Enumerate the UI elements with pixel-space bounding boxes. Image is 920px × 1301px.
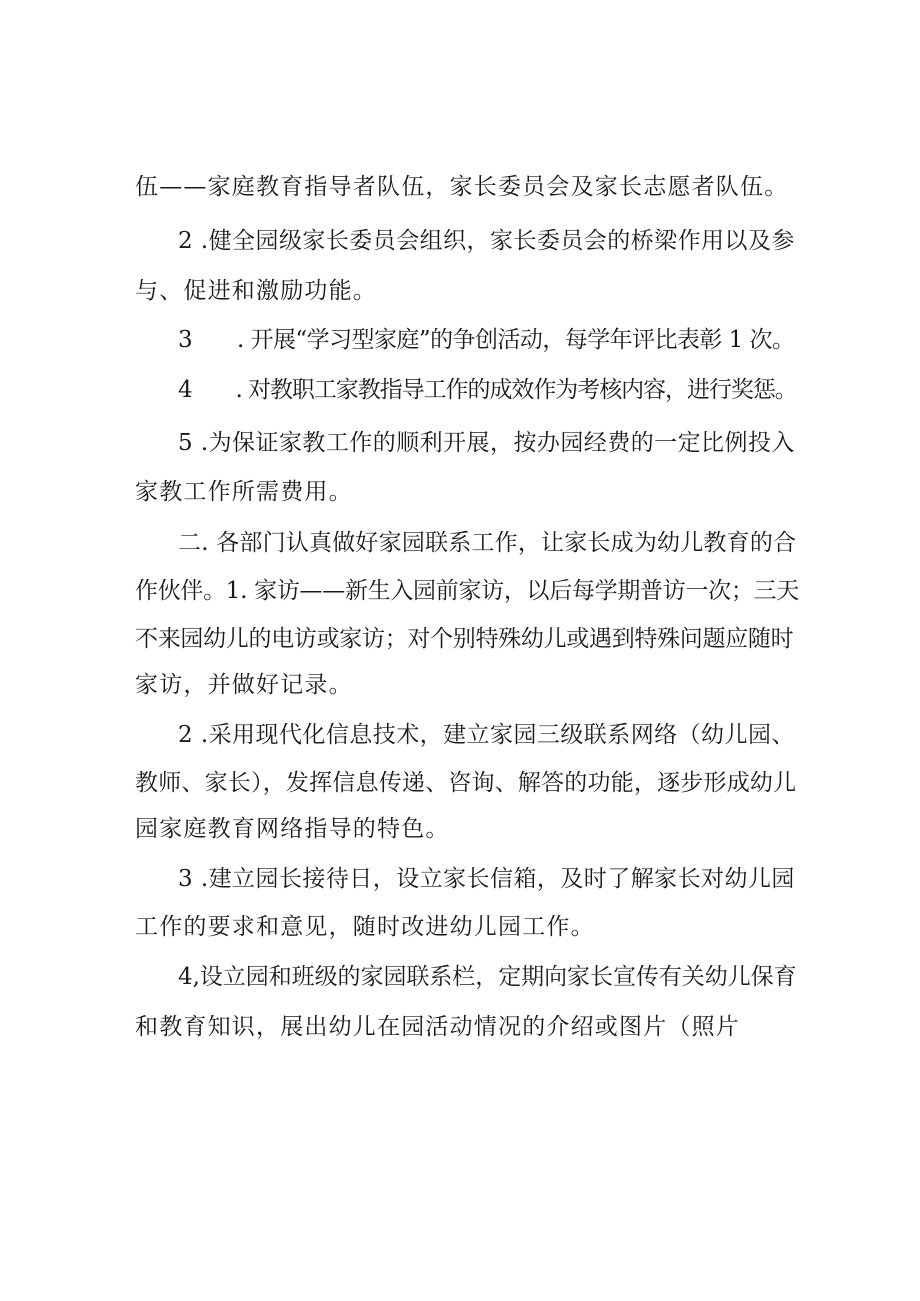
paragraph-line: 家访，并做好记录。 (135, 672, 353, 698)
paragraph-line: 与、促进和激励功能。 (135, 278, 377, 304)
paragraph-line: 3 .建立园长接待日，设立家长信箱，及时了解家长对幼儿园 (178, 866, 795, 892)
paragraph-line: 4,设立园和班级的家园联系栏，定期向家长宣传有关幼儿保育 (178, 964, 797, 990)
paragraph-line: 作伙伴。1. 家访——新生入园前家访，以后每学期普访一次；三天 (135, 578, 799, 604)
paragraph-line: 伍——家庭教育指导者队伍，家长委员会及家长志愿者队伍。 (135, 174, 789, 200)
paragraph-line: 不来园幼儿的电访或家访；对个别特殊幼儿或遇到特殊问题应随时 (135, 626, 794, 652)
paragraph-line: 家教工作所需费用。 (135, 479, 353, 505)
paragraph-line: 工作的要求和意见，随时改进幼儿园工作。 (135, 914, 595, 940)
paragraph-line: 园家庭教育网络指导的特色。 (135, 816, 450, 842)
paragraph-line: 2 .采用现代化信息技术，建立家园三级联系网络（幼儿园、 (178, 722, 795, 748)
paragraph-line: 二. 各部门认真做好家园联系工作，让家长成为幼儿教育的合 (178, 530, 797, 556)
paragraph-line: 5 .为保证家教工作的顺利开展，按办园经费的一定比例投入 (178, 430, 795, 456)
paragraph-line: 教师、家长），发挥信息传递、咨询、解答的功能，逐步形成幼儿 (135, 770, 797, 796)
paragraph-line: 和教育知识，展出幼儿在园活动情况的介绍或图片（照片 (135, 1014, 740, 1040)
paragraph-line: 3 . 开展“学习型家庭”的争创活动，每学年评比表彰 1 次。 (178, 327, 795, 353)
paragraph-line: 4 . 对教职工家教指导工作的成效作为考核内容，进行奖惩。 (178, 377, 797, 403)
paragraph-line: 2 .健全园级家长委员会组织，家长委员会的桥梁作用以及参 (178, 228, 795, 254)
